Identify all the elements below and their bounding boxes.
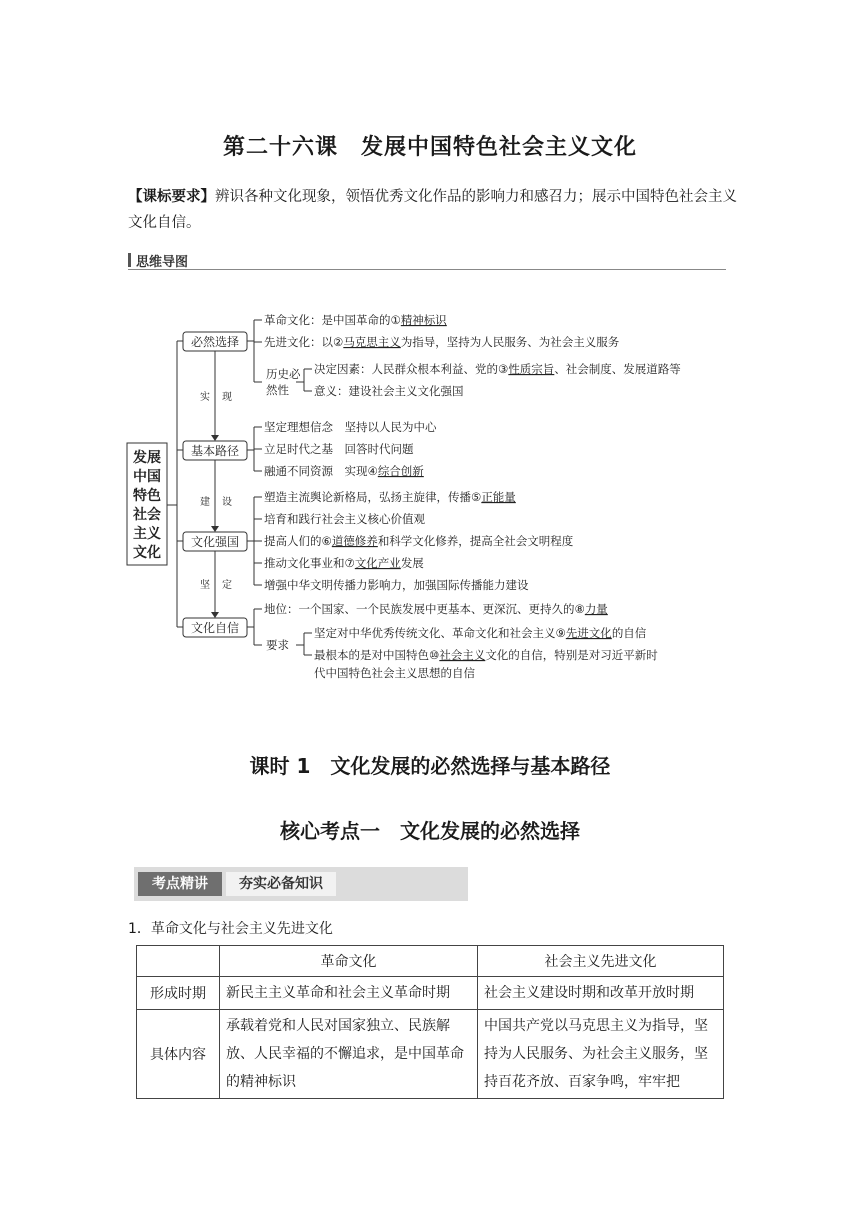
requirement-text: 辨识各种文化现象，领悟优秀文化作品的影响力和感召力；展示中国特色社会主义文化自信。 xyxy=(128,189,737,231)
table-cell: 新民主主义革命和社会主义革命时期 xyxy=(220,977,478,1010)
confidence-req-1: 坚定对中华优秀传统文化、革命文化和社会主义⑨先进文化的自信 xyxy=(314,626,647,640)
choice-advanced-culture: 先进文化：以②马克思主义为指导，坚持为人民服务、为社会主义服务 xyxy=(264,335,620,349)
table-header-cell: 革命文化 xyxy=(220,946,478,977)
banner-right-label: 夯实必备知识 xyxy=(226,872,336,896)
root-line-5: 主义 xyxy=(133,526,161,542)
table-cell: 承载着党和人民对国家独立、民族解放、人民幸福的不懈追求，是中国革命的精神标识 xyxy=(220,1010,478,1099)
table-header-cell xyxy=(137,946,220,977)
node-cultural-power: 文化强国 xyxy=(190,535,240,549)
mindmap-header-label: 思维导图 xyxy=(136,255,189,270)
confidence-req-2: 最根本的是对中国特色⑩社会主义文化的自信，特别是对习近平新时 xyxy=(314,648,658,662)
choice-meaning: 意义：建设社会主义文化强国 xyxy=(314,384,464,398)
power-item-1: 塑造主流舆论新格局，弘扬主旋律，传播⑤正能量 xyxy=(264,490,516,504)
root-line-6: 文化 xyxy=(133,545,161,561)
power-item-5: 增强中华文明传播力影响力，加强国际传播能力建设 xyxy=(264,578,529,592)
confidence-req-2-cont: 代中国特色社会主义思想的自信 xyxy=(314,666,475,680)
requirement-label: 【课标要求】 xyxy=(128,189,215,205)
path-item-1: 坚定理想信念 坚持以人民为中心 xyxy=(264,420,437,434)
root-line-3: 特色 xyxy=(133,488,161,504)
section-banner xyxy=(134,867,468,901)
row-header-cell: 形成时期 xyxy=(137,977,220,1010)
comparison-table xyxy=(136,945,724,1099)
node-inevitable-choice: 必然选择 xyxy=(190,335,240,349)
table-cell: 社会主义建设时期和改革开放时期 xyxy=(478,977,724,1010)
chapter-title: 第二十六课 发展中国特色社会主义文化 xyxy=(222,135,637,160)
history-label-1: 历史必 xyxy=(266,367,301,381)
table-row xyxy=(137,1010,724,1099)
confidence-status: 地位：一个国家、一个民族发展中更基本、更深沉、更持久的⑧力量 xyxy=(264,602,608,616)
choice-revolutionary-culture: 革命文化：是中国革命的①精神标识 xyxy=(264,313,447,327)
section-heading: 1．革命文化与社会主义先进文化 xyxy=(128,921,333,937)
table-row xyxy=(137,977,724,1010)
connector-build-1: 建 xyxy=(200,497,210,508)
choice-deciding-factor: 决定因素：人民群众根本利益、党的③性质宗旨、社会制度、发展道路等 xyxy=(314,362,681,376)
path-item-2: 立足时代之基 回答时代问题 xyxy=(264,442,414,456)
banner-left-label: 考点精讲 xyxy=(138,872,222,896)
table-header-row xyxy=(137,946,724,977)
connector-build-2: 设 xyxy=(222,497,232,508)
path-item-3: 融通不同资源 实现④综合创新 xyxy=(264,464,424,478)
node-basic-path: 基本路径 xyxy=(190,444,240,458)
table-header-cell: 社会主义先进文化 xyxy=(478,946,724,977)
confidence-req-label: 要求 xyxy=(266,638,289,652)
table-cell: 中国共产党以马克思主义为指导，坚持为人民服务、为社会主义服务，坚持百花齐放、百家争鸣，牢牢把 xyxy=(478,1010,724,1099)
root-line-4: 社会 xyxy=(133,507,161,523)
root-line-1: 发展 xyxy=(133,450,161,466)
connector-realize-1: 实 xyxy=(200,392,210,403)
connector-realize-2: 现 xyxy=(222,392,232,403)
connector-firm-1: 坚 xyxy=(200,580,210,591)
history-label-2: 然性 xyxy=(266,383,289,397)
node-cultural-confidence: 文化自信 xyxy=(190,621,240,635)
row-header-cell: 具体内容 xyxy=(137,1010,220,1099)
core-point-title: 核心考点一 文化发展的必然选择 xyxy=(280,819,580,843)
lesson-title: 课时 1 文化发展的必然选择与基本路径 xyxy=(249,754,611,778)
connector-firm-2: 定 xyxy=(222,580,232,591)
power-item-4: 推动文化事业和⑦文化产业发展 xyxy=(264,556,424,570)
power-item-2: 培育和践行社会主义核心价值观 xyxy=(264,512,425,526)
root-line-2: 中国 xyxy=(133,469,161,485)
power-item-3: 提高人们的⑥道德修养和科学文化修养，提高全社会文明程度 xyxy=(264,534,574,548)
